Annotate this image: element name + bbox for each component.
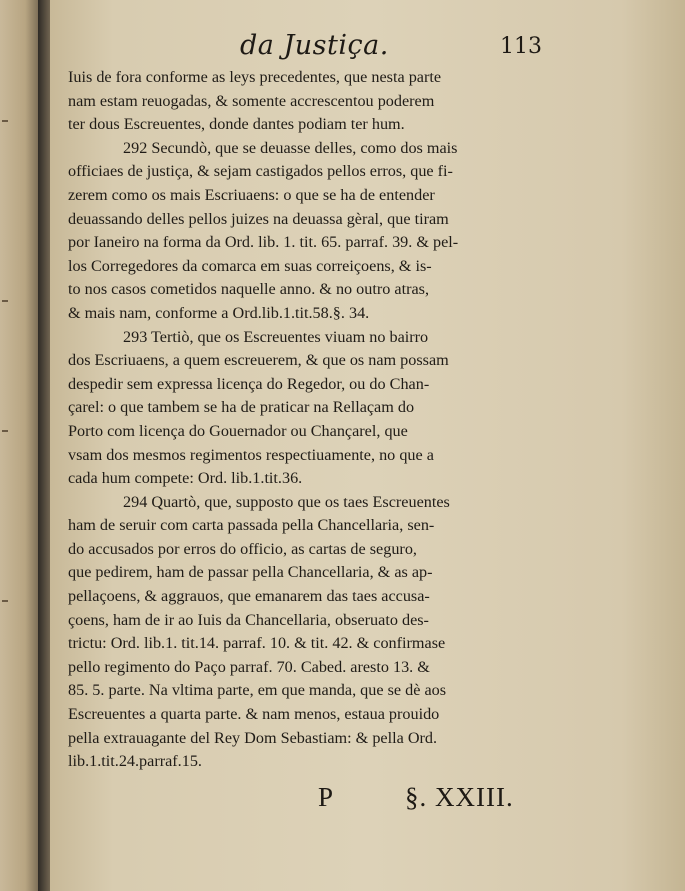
text-line: cada hum compete: Ord. lib.1.tit.36.	[68, 469, 303, 488]
text-line: Porto com licença do Gouernador ou Chançarel, que	[68, 421, 408, 440]
text-line: 293 Tertiò, que os Escreuentes viuam no bairro	[123, 327, 429, 346]
text-line: 292 Secundò, que se deuasse delles, como dos mais	[123, 138, 458, 157]
book-page	[50, 0, 685, 891]
body-text	[68, 66, 658, 774]
page-number: 113	[500, 34, 542, 59]
text-line: deuassando delles pellos juizes na deuassa gèral, que tiram	[68, 209, 449, 228]
text-line: 85. 5. parte. Na vltima parte, em que manda, que se dè aos	[68, 681, 447, 700]
text-line: 294 Quartò, que, supposto que os taes Escreuentes	[123, 492, 450, 511]
text-line: ter dous Escreuentes, donde dantes podiam ter hum.	[68, 115, 405, 134]
text-line: pello regimento do Paço parraf. 70. Cabed. aresto 13. &	[68, 657, 430, 676]
text-line: por Ianeiro na forma da Ord. lib. 1. tit. 65. parraf. 39. & pel-	[68, 233, 459, 252]
left-page-edge	[0, 0, 42, 891]
running-head: da Justiça.	[240, 30, 389, 61]
text-line: trictu: Ord. lib.1. tit.14. parraf. 10. & tit. 42. & confirmase	[68, 634, 446, 653]
text-line: Iuis de fora conforme as leys precedentes, que nesta parte	[68, 68, 442, 86]
text-line: officiaes de justiça, & sejam castigados pellos erros, que fi-	[68, 162, 453, 181]
text-line: lib.1.tit.24.parraf.15.	[68, 752, 202, 771]
section-heading: §. XXIII.	[405, 782, 514, 812]
page-header	[50, 30, 685, 70]
margin-mark	[2, 430, 8, 432]
text-line: çoens, ham de ir ao Iuis da Chancellaria, obseruato des-	[68, 610, 429, 629]
text-line: do accusados por erros do officio, as cartas de seguro,	[68, 539, 417, 558]
text-line: dos Escriuaens, a quem escreuerem, & que os nam possam	[68, 351, 449, 370]
text-line: çarel: o que tambem se ha de praticar na Rellaçam do	[68, 398, 415, 417]
margin-mark	[2, 300, 8, 302]
text-line: & mais nam, conforme a Ord.lib.1.tit.58.§. 34.	[68, 303, 370, 322]
margin-mark	[2, 600, 8, 602]
text-line: despedir sem expressa licença do Regedor, ou do Chan-	[68, 374, 430, 393]
text-line: ham de seruir com carta passada pella Chancellaria, sen-	[68, 516, 435, 535]
text-line: zerem como os mais Escriuaens: o que se ha de entender	[68, 185, 435, 204]
text-line: los Corregedores da comarca em suas correiçoens, & is-	[68, 256, 432, 275]
text-line: Escreuentes a quarta parte. & nam menos, estaua prouido	[68, 705, 440, 724]
text-line: nam estam reuogadas, & somente accrescentou poderem	[68, 91, 435, 110]
text-line: to nos casos cometidos naquelle anno. & no outro atras,	[68, 280, 429, 299]
text-line: pella extrauagante del Rey Dom Sebastiam: & pella Ord.	[68, 728, 438, 747]
margin-mark	[2, 120, 8, 122]
text-line: que pedirem, ham de passar pella Chancellaria, & as ap-	[68, 563, 433, 582]
signature-mark: P	[318, 782, 334, 812]
text-line: vsam dos mesmos regimentos respectiuamente, no que a	[68, 445, 434, 464]
text-line: pellaçoens, & aggrauos, que emanarem das taes accusa-	[68, 587, 430, 606]
